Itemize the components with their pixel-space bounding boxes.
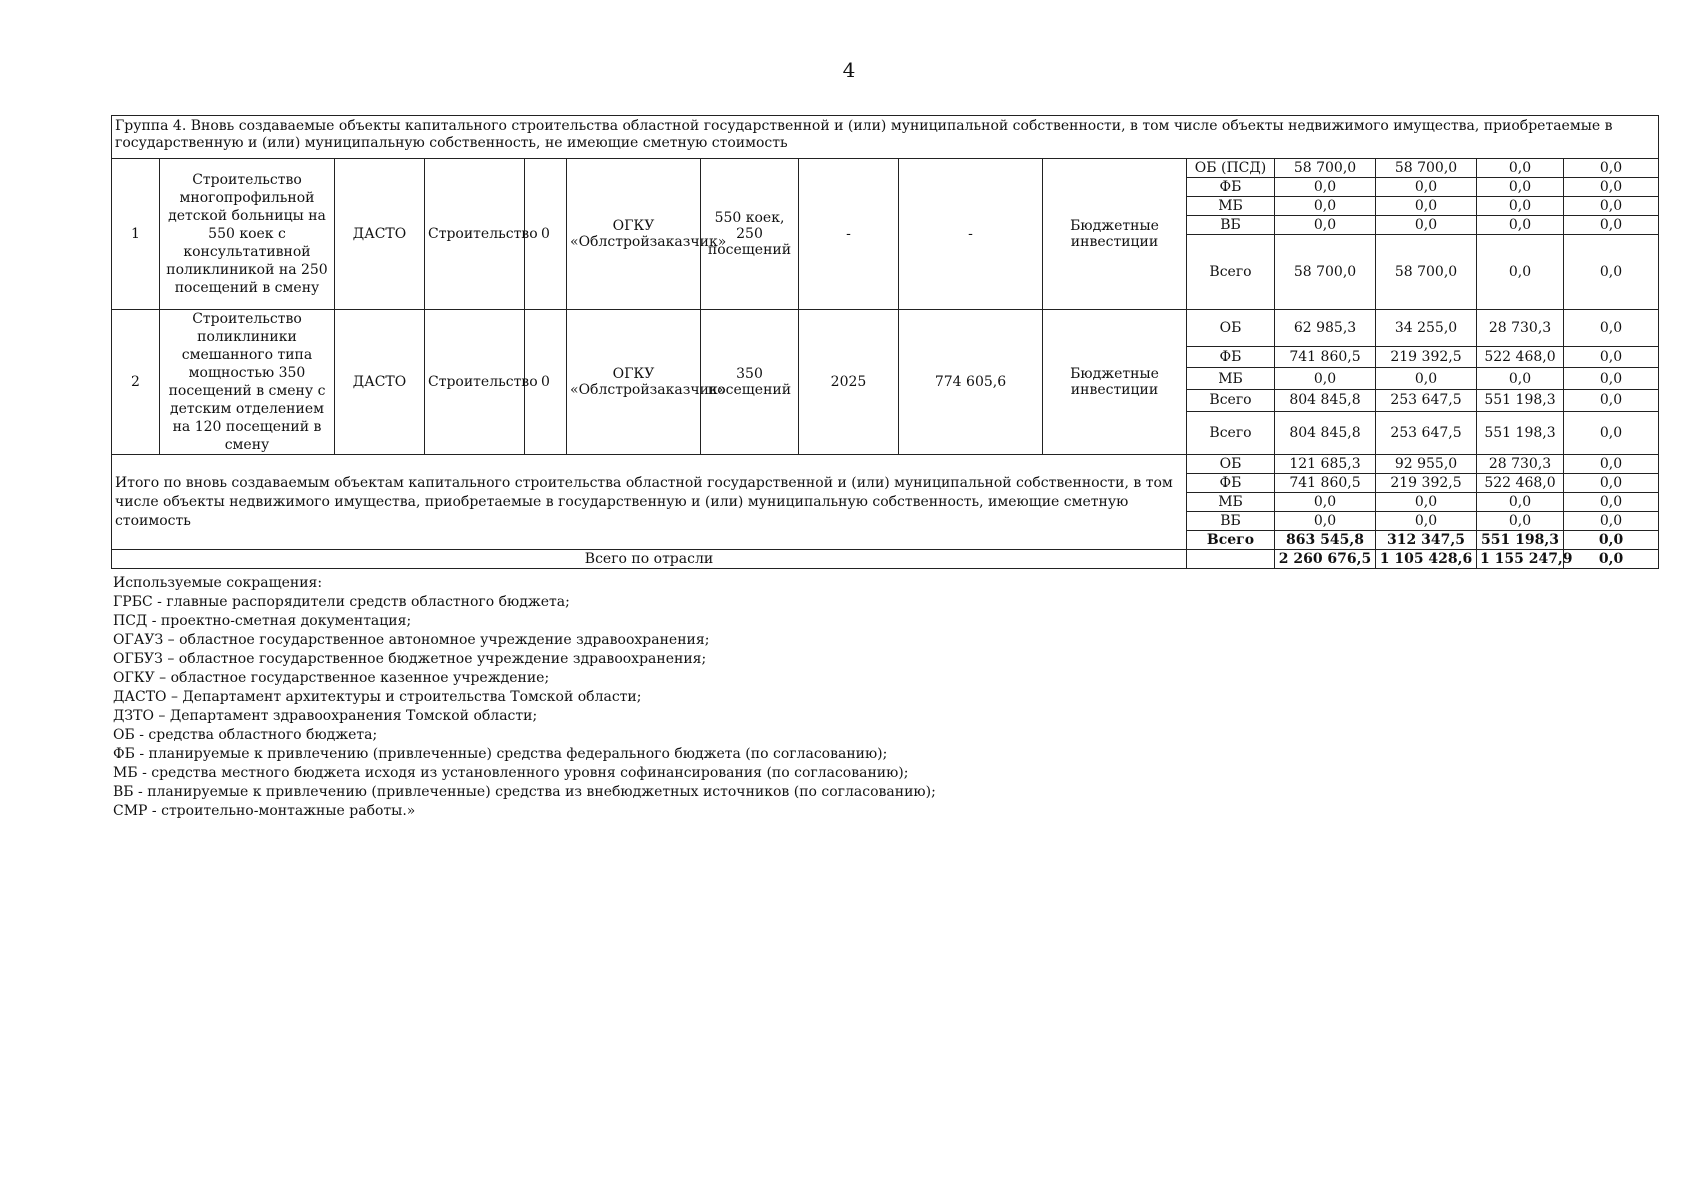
table-row [112,159,1659,178]
page-number: 4 [842,58,856,82]
value-y3: 0,0 [1564,159,1659,178]
fund-source: МБ [1187,493,1275,512]
abbreviation-item: ВБ - планируемые к привлечению (привлеченные) средства из внебюджетных источников (по согласованию); [113,784,936,800]
total-row [112,455,1659,474]
value-y3: 0,0 [1564,474,1659,493]
grand-total-row [112,550,1659,569]
year: - [799,159,899,310]
fund-source: ВБ [1187,216,1275,235]
value-total: 0,0 [1275,178,1376,197]
value-total: 58 700,0 [1275,235,1376,310]
value-y1: 1 105 428,6 [1376,550,1477,569]
fund-source: ВБ [1187,512,1275,531]
value-y2: 551 198,3 [1477,411,1564,454]
abbreviation-item: ДЗТО – Департамент здравоохранения Томской области; [113,708,538,724]
value-y3: 0,0 [1564,197,1659,216]
value-y1: 0,0 [1376,368,1477,390]
capacity: 350 посещений [701,310,799,455]
abbreviation-item: ДАСТО – Департамент архитектуры и строительства Томской области; [113,689,642,705]
value-total: 2 260 676,5 [1275,550,1376,569]
value-y3: 0,0 [1564,346,1659,368]
table-row [112,310,1659,347]
group-header: Группа 4. Вновь создаваемые объекты капитального строительства областной государственной и (или) муниципальной собственности, в том числе объекты недвижимого имущества, приобретаемые в государственную и (или) муниципальную собственность, не имеющие сметную стоимость [112,116,1659,159]
value-y1: 34 255,0 [1376,310,1477,347]
abbreviation-item: ОГКУ – областное государственное казенное учреждение; [113,670,550,686]
fund-source: ОБ [1187,455,1275,474]
value-total: 58 700,0 [1275,159,1376,178]
value-y1: 253 647,5 [1376,389,1477,411]
value-y2: 1 155 247,9 [1477,550,1564,569]
investment-form: Бюджетные инвестиции [1043,159,1187,310]
value-total: 0,0 [1275,512,1376,531]
abbreviation-item: ФБ - планируемые к привлечению (привлеченные) средства федерального бюджета (по согласованию); [113,746,888,762]
value-y2: 0,0 [1477,216,1564,235]
fund-source: Всего [1187,531,1275,550]
value-y3: 0,0 [1564,512,1659,531]
value-y1: 253 647,5 [1376,411,1477,454]
zero-value: 0 [525,310,567,455]
abbreviation-item: ОГБУЗ – областное государственное бюджетное учреждение здравоохранения; [113,651,707,667]
value-total: 0,0 [1275,368,1376,390]
value-y2: 28 730,3 [1477,455,1564,474]
organization: ОГКУ «Облстройзаказчик» [567,159,701,310]
value-y2: 551 198,3 [1477,531,1564,550]
value-total: 62 985,3 [1275,310,1376,347]
object-name: Строительство поликлиники смешанного типа мощностью 350 посещений в смену с детским отделением на 120 посещений в смену [160,310,335,455]
value-y1: 0,0 [1376,216,1477,235]
value-y3: 0,0 [1564,235,1659,310]
value-y2: 0,0 [1477,493,1564,512]
value-y2: 551 198,3 [1477,389,1564,411]
value-y3: 0,0 [1564,368,1659,390]
fund-source: МБ [1187,368,1275,390]
value-y2: 0,0 [1477,178,1564,197]
abbreviation-item: ОБ - средства областного бюджета; [113,727,378,743]
value-y3: 0,0 [1564,389,1659,411]
value-total: 804 845,8 [1275,389,1376,411]
value-total: 0,0 [1275,216,1376,235]
organization: ОГКУ «Облстройзаказчик» [567,310,701,455]
value-y2: 0,0 [1477,235,1564,310]
zero-value: 0 [525,159,567,310]
fund-source: ОБ [1187,310,1275,347]
abbreviation-item: СМР - строительно-монтажные работы.» [113,803,416,819]
value-y1: 0,0 [1376,493,1477,512]
grand-total-label: Всего по отрасли [112,550,1187,569]
fund-source: ОБ (ПСД) [1187,159,1275,178]
capital-construction-table [111,115,1659,569]
abbreviations-heading: Используемые сокращения: [113,575,323,591]
object-name: Строительство многопрофильной детской больницы на 550 коек с консультативной поликлиникой на 250 посещений в смену [160,159,335,310]
abbreviation-item: ОГАУЗ – областное государственное автономное учреждение здравоохранения; [113,632,710,648]
value-y3: 0,0 [1564,411,1659,454]
value-y3: 0,0 [1564,178,1659,197]
investment-form: Бюджетные инвестиции [1043,310,1187,455]
total-label: Итого по вновь создаваемым объектам капитального строительства областной государственной и (или) муниципальной собственности, в том числе объекты недвижимого имущества, приобретаемые в государственную и (или) муниципальную собственность, имеющие сметную стоимость [112,455,1187,550]
fund-source: ФБ [1187,474,1275,493]
value-total: 0,0 [1275,493,1376,512]
customer: ДАСТО [335,159,425,310]
value-y2: 0,0 [1477,512,1564,531]
value-y1: 0,0 [1376,512,1477,531]
fund-source: Всего [1187,389,1275,411]
value-y1: 219 392,5 [1376,346,1477,368]
value-y1: 58 700,0 [1376,159,1477,178]
row-number: 1 [112,159,160,310]
value-y2: 0,0 [1477,368,1564,390]
abbreviations-list [113,574,1313,821]
value-y3: 0,0 [1564,216,1659,235]
value-y2: 28 730,3 [1477,310,1564,347]
fund-source: ФБ [1187,178,1275,197]
value-total: 741 860,5 [1275,474,1376,493]
value-y1: 58 700,0 [1376,235,1477,310]
value-y1: 0,0 [1376,178,1477,197]
value-total: 863 545,8 [1275,531,1376,550]
value-total: 0,0 [1275,197,1376,216]
abbreviation-item: ПСД - проектно-сметная документация; [113,613,412,629]
value-total: 121 685,3 [1275,455,1376,474]
value-y3: 0,0 [1564,310,1659,347]
value-y2: 522 468,0 [1477,474,1564,493]
value-y3: 0,0 [1564,455,1659,474]
value-y3: 0,0 [1564,493,1659,512]
abbreviation-item: МБ - средства местного бюджета исходя из установленного уровня софинансирования (по согласованию); [113,765,909,781]
value-y1: 219 392,5 [1376,474,1477,493]
fund-source: ФБ [1187,346,1275,368]
value-y2: 0,0 [1477,197,1564,216]
value-total: 741 860,5 [1275,346,1376,368]
customer: ДАСТО [335,310,425,455]
value-y2: 522 468,0 [1477,346,1564,368]
work-type: Строительство [425,310,525,455]
abbreviation-item: ГРБС - главные распорядители средств областного бюджета; [113,594,570,610]
value-y3: 0,0 [1564,550,1659,569]
value-y2: 0,0 [1477,159,1564,178]
fund-source: Всего [1187,411,1275,454]
capacity: 550 коек, 250 посещений [701,159,799,310]
value-y1: 0,0 [1376,197,1477,216]
fund-source: Всего [1187,235,1275,310]
estimated-cost: - [899,159,1043,310]
value-y3: 0,0 [1564,531,1659,550]
value-total: 804 845,8 [1275,411,1376,454]
fund-source: МБ [1187,197,1275,216]
estimated-cost: 774 605,6 [899,310,1043,455]
work-type: Строительство [425,159,525,310]
value-y1: 312 347,5 [1376,531,1477,550]
row-number: 2 [112,310,160,455]
grand-total-source [1187,550,1275,569]
value-y1: 92 955,0 [1376,455,1477,474]
year: 2025 [799,310,899,455]
